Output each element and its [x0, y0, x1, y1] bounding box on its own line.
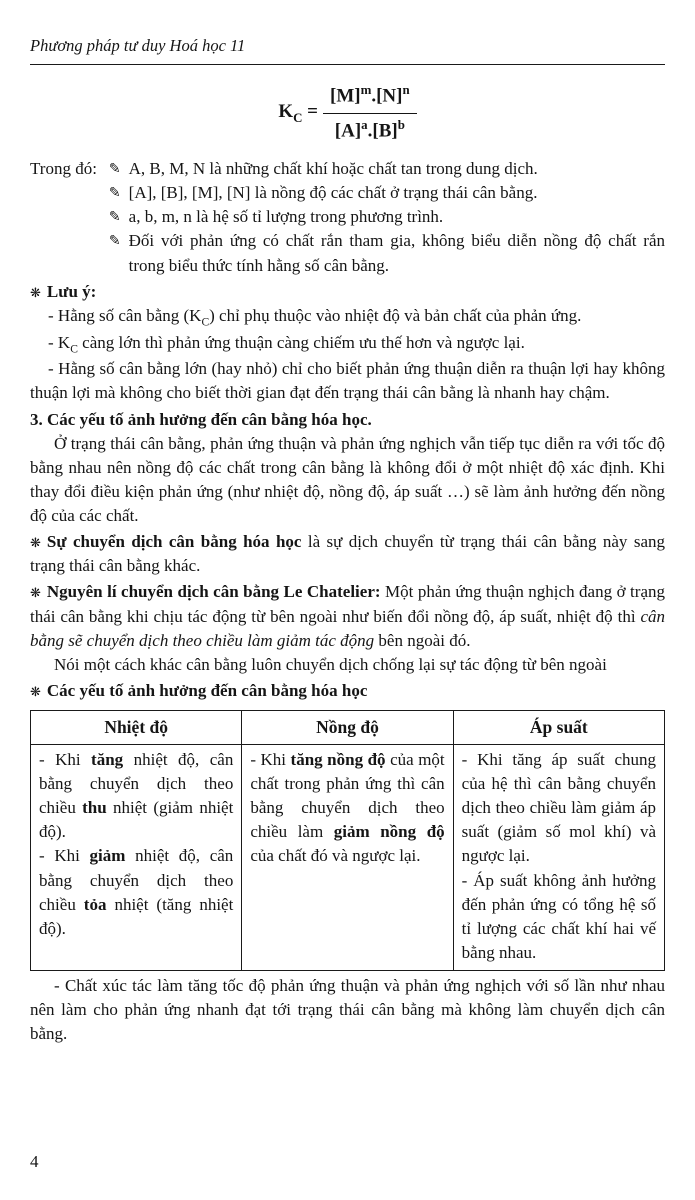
note-item: - Hằng số cân bằng $(K_C)$ chỉ phụ thuộc vào nhiệt độ và bản chất của phản ứng. — [48, 305, 582, 329]
star-icon: ❋ — [30, 536, 41, 552]
list-item-text: [A], [B], [M], [N] là nồng độ các chất ở trạng thái cân bằng. — [128, 183, 538, 203]
factors-table — [30, 710, 665, 971]
section-heading: 3. Các yếu tố ảnh hưởng đến cân bằng hóa học. — [30, 409, 372, 429]
star-icon: ❋ — [30, 684, 41, 700]
table-cell-pressure — [453, 744, 664, 970]
list-item — [109, 205, 665, 229]
factors-heading — [30, 679, 665, 703]
table-body-row — [31, 744, 665, 970]
definition-block — [30, 157, 665, 278]
note-item: - Hằng số cân bằng lớn (hay nhỏ) chỉ cho biết phản ứng thuận diễn ra thuận lợi hay không thuận lợi mà không cho biết thời gian đạt đến trạng thái cân bằng là nhanh hay chậm. — [30, 359, 665, 403]
definition-list — [109, 157, 665, 278]
list-item — [109, 157, 665, 181]
cell-paragraph: - Khi giảm nhiệt độ, cân bằng chuyển dịch theo chiều tỏa nhiệt (tăng nhiệt độ). — [39, 846, 234, 938]
pencil-icon: ✎ — [108, 233, 121, 250]
table-header-temperature: Nhiệt độ — [31, 711, 242, 745]
formula-lhs: $K_C$ = — [278, 101, 318, 125]
le-chatelier-paragraph — [30, 580, 665, 652]
header-divider — [30, 64, 665, 65]
pencil-icon: ✎ — [108, 209, 121, 226]
le-chatelier-text: Nguyên lí chuyển dịch cân bằng Le Chatelier: Một phản ứng thuận nghịch đang ở trạng thái cân bằng khi chịu tác động từ bên ngoài như biến đổi nồng độ, áp suất, nhiệt độ thì cân bằng sẽ chuyển dịch theo chiều làm giảm tác động bên ngoài đó. — [30, 582, 665, 650]
section-intro-paragraph: Ở trạng thái cân bằng, phản ứng thuận và phản ứng nghịch vẫn tiếp tục diễn ra với tốc độ bằng nhau nên nồng độ các chất trong cân bằng là không đổi ở một nhiệt độ xác định. Khi thay đổi điều kiện phản ứng (như nhiệt độ, nồng độ, áp suất …) sẽ làm ảnh hưởng đến nồng độ của các chất. — [30, 433, 665, 526]
star-icon: ❋ — [30, 586, 41, 602]
pencil-icon: ✎ — [108, 161, 121, 178]
list-item — [109, 229, 665, 277]
fraction-denominator: $[A]^a.[B]^b$ — [334, 116, 405, 142]
table-cell-temperature — [31, 744, 242, 970]
table-header-row — [31, 711, 665, 745]
equilibrium-constant-formula — [30, 81, 665, 145]
star-icon: ❋ — [30, 285, 41, 301]
list-item — [109, 181, 665, 205]
list-item-text: Đối với phản ứng có chất rắn tham gia, không biểu diễn nồng độ chất rắn trong biểu thức tính hằng số cân bằng. — [128, 231, 665, 275]
page-header-title: Phương pháp tư duy Hoá học 11 — [30, 36, 246, 55]
table-header-pressure: Áp suất — [453, 711, 664, 745]
list-item-text: a, b, m, n là hệ số tỉ lượng trong phương trình. — [128, 207, 444, 227]
catalyst-paragraph: - Chất xúc tác làm tăng tốc độ phản ứng thuận và phản ứng nghịch với số lần như nhau nên làm cho phản ứng nhanh đạt tới trạng thái cân bằng mà không làm chuyển dịch cân bằng. — [30, 976, 665, 1044]
factors-heading-text: Các yếu tố ảnh hưởng đến cân bằng hóa học — [46, 680, 368, 700]
table-header-concentration: Nồng độ — [242, 711, 453, 745]
paraphrase-paragraph: Nói một cách khác cân bằng luôn chuyển dịch chống lại sự tác động từ bên ngoài — [54, 654, 607, 674]
cell-paragraph: - Khi tăng áp suất chung của hệ thì cân bằng chuyển dịch theo chiều làm giảm áp suất (giảm số mol khí) và ngược lại. — [461, 749, 656, 866]
page-number: 4 — [30, 1151, 39, 1171]
note-heading — [30, 280, 665, 304]
note-heading-label: Lưu ý: — [46, 281, 97, 301]
formula-fraction — [323, 81, 417, 145]
cell-paragraph: - Khi tăng nồng độ của một chất trong phản ứng thì cân bằng chuyển dịch theo chiều làm giảm nồng độ của chất đó và ngược lại. — [250, 749, 445, 866]
list-item-text: A, B, M, N là những chất khí hoặc chất tan trong dung dịch. — [128, 159, 538, 179]
table-cell-concentration — [242, 744, 453, 970]
fraction-numerator: $[M]^m.[N]^n$ — [323, 81, 417, 113]
pencil-icon: ✎ — [108, 185, 121, 202]
cell-paragraph: - Áp suất không ảnh hưởng đến phản ứng có tổng hệ số tỉ lượng các chất khí hai vế bằng nhau. — [461, 870, 656, 962]
definition-label: Trong đó: — [30, 159, 97, 179]
cell-paragraph: - Khi tăng nhiệt độ, cân bằng chuyển dịch theo chiều thu nhiệt (giảm nhiệt độ). — [39, 749, 234, 842]
shift-definition-paragraph — [30, 530, 665, 578]
shift-definition-text: Sự chuyển dịch cân bằng hóa học là sự dịch chuyển từ trạng thái cân bằng này sang trạng thái cân bằng khác. — [30, 532, 665, 576]
note-item: - $K_C$ càng lớn thì phản ứng thuận càng chiếm ưu thế hơn và ngược lại. — [48, 332, 525, 355]
